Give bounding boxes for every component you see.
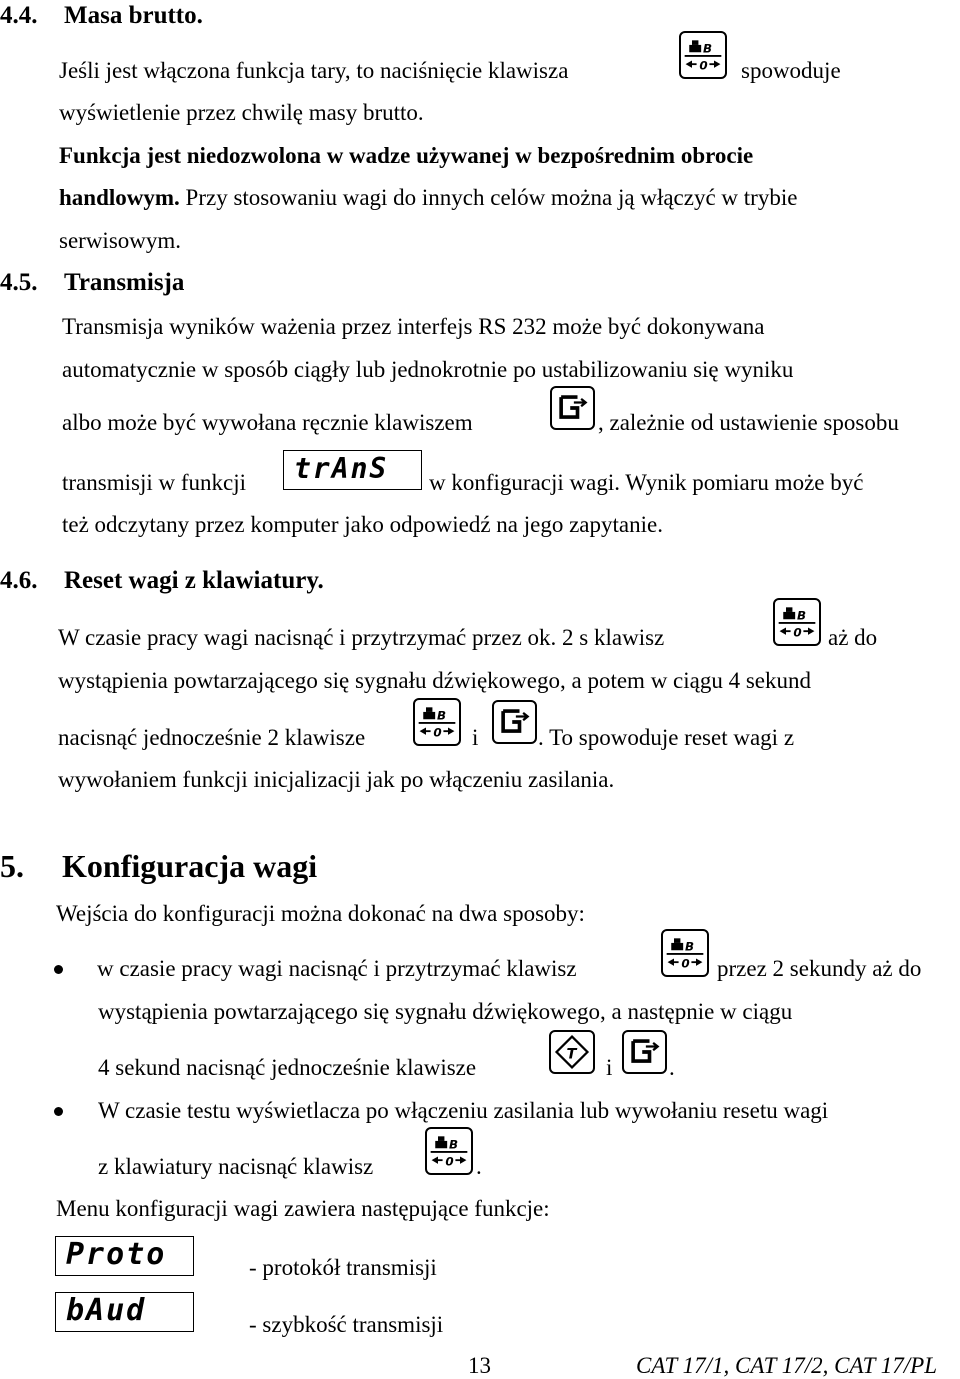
s45-line4b: w konfiguracji wagi. Wynik pomiaru może być bbox=[429, 470, 864, 495]
svg-text:0: 0 bbox=[699, 58, 708, 73]
svg-text:B: B bbox=[685, 939, 695, 954]
s46-line3a: nacisnąć jednocześnie 2 klawisze bbox=[58, 725, 366, 750]
s46-line3b: i bbox=[472, 725, 479, 750]
s5-menu-intro: Menu konfiguracji wagi zawiera następujące funkcje: bbox=[56, 1196, 550, 1221]
print-key-icon bbox=[550, 386, 595, 430]
s5-b2-line2a: z klawiatury nacisnąć klawisz bbox=[98, 1154, 374, 1179]
lcd-baud: bAud bbox=[55, 1292, 194, 1332]
page-number: 13 bbox=[468, 1353, 491, 1378]
s44-line4-bold: handlowym. bbox=[59, 185, 180, 210]
s45-line3b: , zależnie od ustawienie sposobu bbox=[598, 410, 899, 435]
s5-b1-line1b: przez 2 sekundy aż do bbox=[717, 956, 922, 981]
s5-b1-line3b: i bbox=[606, 1055, 613, 1080]
s46-line4: wywołaniem funkcji inicjalizacji jak po włączeniu zasilania. bbox=[58, 767, 615, 792]
svg-text:0: 0 bbox=[445, 1154, 454, 1169]
gross-net-key-icon bbox=[773, 598, 821, 646]
s44-line4 bbox=[59, 185, 797, 211]
s5-b1-line3c: . bbox=[669, 1055, 675, 1080]
svg-text:B: B bbox=[797, 608, 807, 623]
s44-line1a: Jeśli jest włączona funkcja tary, to naciśnięcie klawisza bbox=[59, 58, 569, 83]
s46-line1a: W czasie pracy wagi nacisnąć i przytrzymać przez ok. 2 s klawisz bbox=[58, 625, 665, 650]
menu-item-desc: - protokół transmisji bbox=[249, 1255, 437, 1280]
s5-b2-line2b: . bbox=[476, 1154, 482, 1179]
lcd-trans: trAnS bbox=[283, 450, 422, 490]
s44-line5: serwisowym. bbox=[59, 228, 182, 253]
gross-net-key-icon bbox=[661, 929, 709, 977]
svg-text:T: T bbox=[566, 1046, 577, 1063]
s45-line2: automatycznie w sposób ciągły lub jednokrotnie po ustabilizowaniu się wyniku bbox=[62, 357, 794, 382]
s44-line3: Funkcja jest niedozwolona w wadze używanej w bezpośrednim obrocie bbox=[59, 143, 754, 168]
svg-text:0: 0 bbox=[433, 725, 442, 740]
section-4-6-number: 4.6. bbox=[0, 567, 38, 594]
s45-line3a: albo może być wywołana ręcznie klawiszem bbox=[62, 410, 473, 435]
svg-text:0: 0 bbox=[793, 625, 802, 640]
section-4-4-number: 4.4. bbox=[0, 2, 38, 29]
s5-b1-line2: wystąpienia powtarzającego się sygnału dźwiękowego, a następnie w ciągu bbox=[98, 999, 793, 1024]
s44-line1b: spowoduje bbox=[741, 58, 841, 83]
section-5-number: 5. bbox=[0, 848, 24, 884]
section-4-5-number: 4.5. bbox=[0, 269, 38, 296]
gross-net-key-icon bbox=[679, 31, 727, 79]
menu-item-desc: - szybkość transmisji bbox=[249, 1312, 444, 1337]
model-footer: CAT 17/1, CAT 17/2, CAT 17/PL bbox=[636, 1353, 937, 1378]
s45-line1: Transmisja wyników ważenia przez interfejs RS 232 może być dokonywana bbox=[62, 314, 765, 339]
section-4-5-title: Transmisja bbox=[64, 269, 185, 296]
print-key-icon bbox=[622, 1030, 667, 1074]
svg-text:B: B bbox=[437, 708, 447, 723]
tare-key-icon bbox=[549, 1030, 595, 1074]
s46-line1b: aż do bbox=[828, 625, 878, 650]
s5-b1-line1a: w czasie pracy wagi nacisnąć i przytrzymać klawisz bbox=[97, 956, 577, 981]
svg-text:B: B bbox=[449, 1137, 459, 1152]
svg-text:B: B bbox=[703, 41, 713, 56]
section-4-4-title: Masa brutto. bbox=[64, 2, 203, 29]
bullet bbox=[54, 965, 63, 974]
s46-line3c: . To spowoduje reset wagi z bbox=[538, 725, 795, 750]
gross-net-key-icon bbox=[425, 1127, 473, 1175]
bullet bbox=[54, 1107, 63, 1116]
section-4-6-title: Reset wagi z klawiatury. bbox=[64, 567, 324, 594]
s45-line4a: transmisji w funkcji bbox=[62, 470, 246, 495]
print-key-icon bbox=[492, 700, 537, 744]
s5-b2-line1: W czasie testu wyświetlacza po włączeniu zasilania lub wywołaniu resetu wagi bbox=[98, 1098, 829, 1123]
gross-net-key-icon bbox=[413, 698, 461, 746]
s5-intro: Wejścia do konfiguracji można dokonać na dwa sposoby: bbox=[56, 901, 585, 926]
s44-line4-rest: Przy stosowaniu wagi do innych celów można ją włączyć w trybie bbox=[179, 185, 798, 210]
s5-b1-line3a: 4 sekund nacisnąć jednocześnie klawisze bbox=[98, 1055, 477, 1080]
section-5-title: Konfiguracja wagi bbox=[62, 848, 318, 884]
svg-text:0: 0 bbox=[681, 956, 690, 971]
s44-line2: wyświetlenie przez chwilę masy brutto. bbox=[59, 100, 424, 125]
s45-line5: też odczytany przez komputer jako odpowiedź na jego zapytanie. bbox=[62, 512, 663, 537]
s46-line2: wystąpienia powtarzającego się sygnału dźwiękowego, a potem w ciągu 4 sekund bbox=[58, 668, 812, 693]
lcd-proto: Proto bbox=[55, 1236, 194, 1276]
